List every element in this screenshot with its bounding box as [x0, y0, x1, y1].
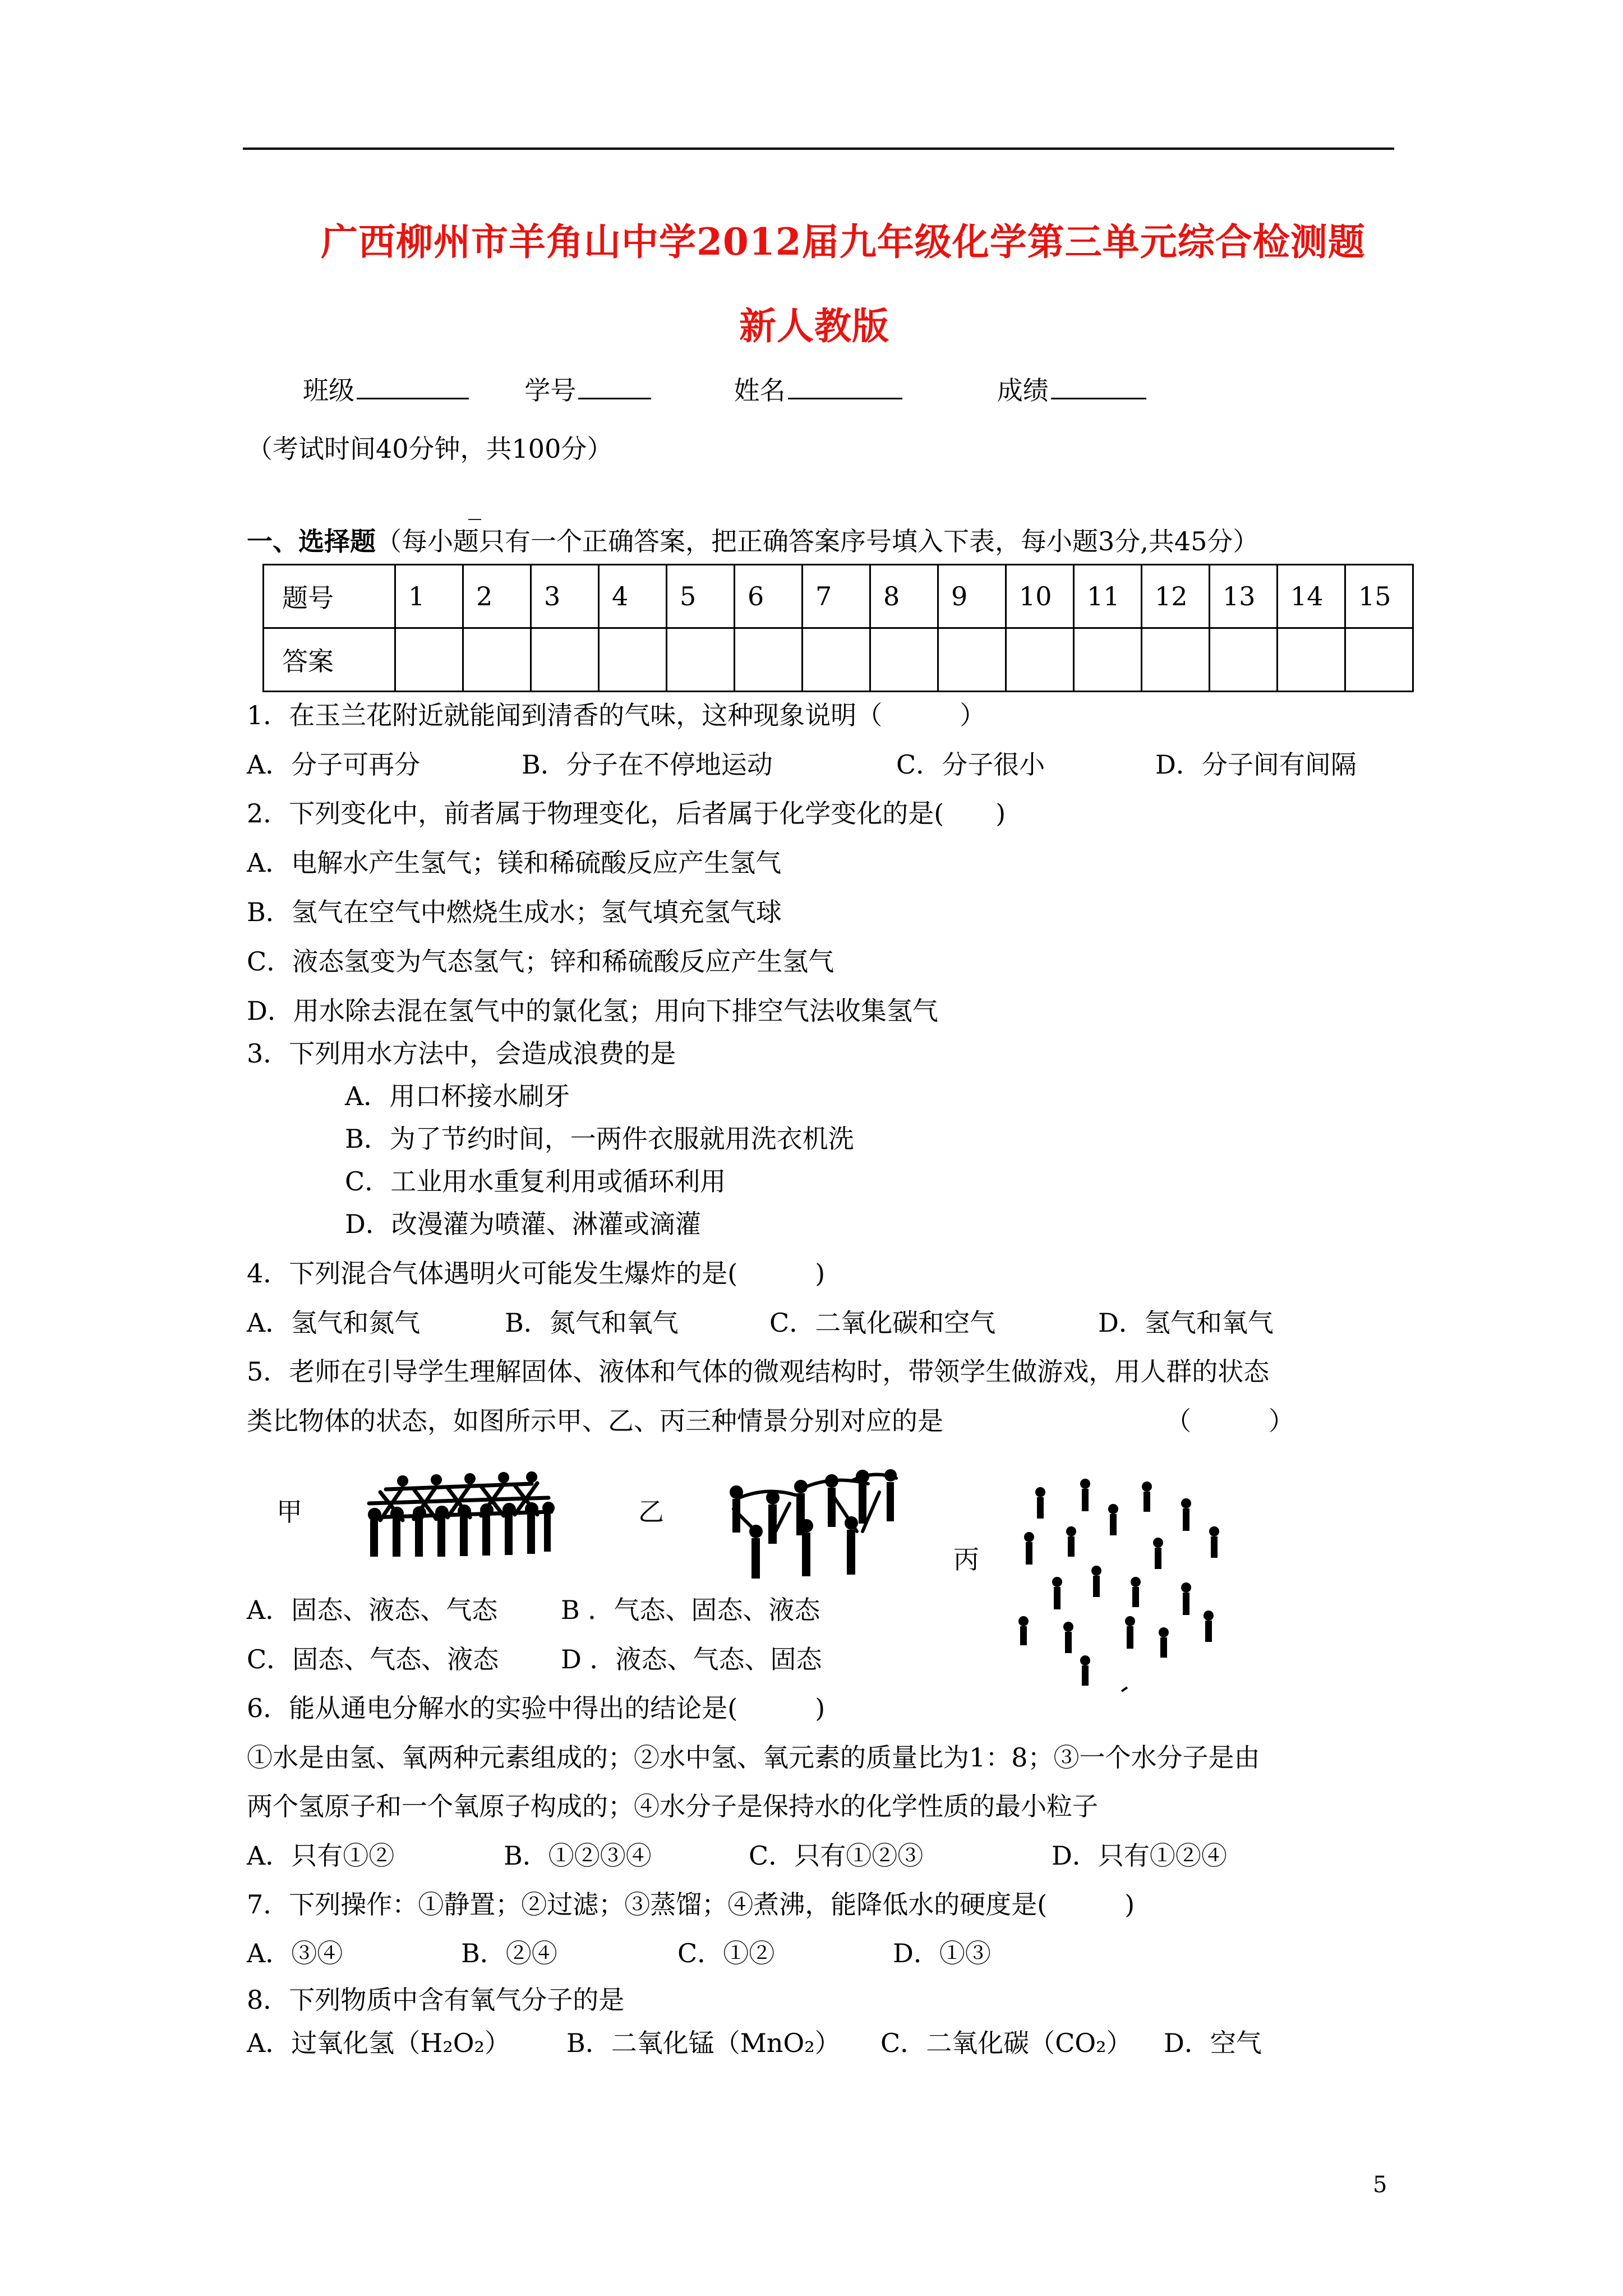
answer-cell[interactable] — [395, 628, 463, 692]
question-number-cell: 14 — [1278, 565, 1345, 628]
id-blank[interactable] — [578, 373, 651, 399]
question-number-cell: 2 — [463, 565, 531, 628]
question-number-cell: 5 — [667, 565, 735, 628]
q5-option-c: C．固态、气态、液态 — [247, 1644, 499, 1674]
q2-option-b: B．氢气在空气中燃烧生成水；氢气填充氢气球 — [247, 897, 782, 927]
answer-cell[interactable] — [1074, 628, 1142, 692]
answer-cell[interactable] — [463, 628, 531, 692]
q8-option-d: D．空气 — [1164, 2028, 1262, 2058]
answer-cell[interactable] — [1210, 628, 1278, 692]
figure-solid-lattice — [363, 1458, 557, 1565]
question-number-cell: 11 — [1074, 565, 1142, 628]
q3-stem: 3．下列用水方法中，会造成浪费的是 — [247, 1038, 676, 1069]
answer-cell[interactable] — [531, 628, 599, 692]
q8-option-b: B．二氧化锰（MnO₂） — [566, 2028, 841, 2058]
q1-stem: 1．在玉兰花附近就能闻到清香的气味，这种现象说明（ ） — [247, 700, 986, 730]
q6-statement-line1: ①水是由氢、氧两种元素组成的；②水中氢、氧元素的质量比为1：8；③一个水分子是由 — [247, 1742, 1260, 1773]
answer-cell[interactable] — [870, 628, 938, 692]
q4-option-b: B．氮气和氧气 — [505, 1308, 679, 1338]
figure-liquid-crowd — [722, 1464, 907, 1588]
question-number-cell: 9 — [938, 565, 1006, 628]
document-title: 广西柳州市羊角山中学2012届九年级化学第三单元综合检测题 — [321, 220, 1366, 264]
q3-option-a: A．用口杯接水刷牙 — [345, 1081, 570, 1111]
q1-option-c: C．分子很小 — [896, 749, 1045, 780]
q8-option-c: C．二氧化碳（CO₂） — [880, 2028, 1132, 2058]
exam-note: （考试时间40分钟，共100分） — [247, 434, 613, 464]
question-number-cell: 13 — [1210, 565, 1278, 628]
q2-option-c: C．液态氢变为气态氢气；锌和稀硫酸反应产生氢气 — [247, 946, 834, 977]
q3-option-c: C．工业用水重复利用或循环利用 — [345, 1166, 726, 1197]
section-title: 一、选择题 — [247, 526, 376, 556]
figure-label-jia: 甲 — [276, 1497, 302, 1527]
q2-option-d: D．用水除去混在氢气中的氯化氢；用向下排空气法收集氢气 — [247, 996, 938, 1026]
q6-statement-line2: 两个氢原子和一个氧原子构成的；④水分子是保持水的化学性质的最小粒子 — [247, 1791, 1098, 1821]
stray-dash: _ — [468, 490, 481, 520]
header-rule — [243, 148, 1394, 150]
section-heading — [247, 524, 1258, 558]
question-number-cell: 4 — [599, 565, 667, 628]
q1-option-a: A．分子可再分 — [247, 749, 421, 780]
q1-option-d: D．分子间有间隔 — [1155, 749, 1357, 780]
q8-option-a: A．过氧化氢（H₂O₂） — [247, 2028, 510, 2058]
answer-cell[interactable] — [803, 628, 870, 692]
name-blank[interactable] — [788, 373, 902, 399]
question-number-cell: 15 — [1345, 565, 1413, 628]
figure-label-yi: 乙 — [638, 1497, 664, 1527]
q8-stem: 8．下列物质中含有氧气分子的是 — [247, 1985, 625, 2015]
student-info-line — [303, 373, 1146, 407]
question-number-cell: 8 — [870, 565, 938, 628]
question-number-row — [264, 565, 1413, 628]
question-number-cell: 6 — [735, 565, 803, 628]
q7-stem: 7．下列操作：①静置；②过滤；③蒸馏；④煮沸，能降低水的硬度是( ) — [247, 1889, 1135, 1920]
question-number-cell: 1 — [395, 565, 463, 628]
answer-cell[interactable] — [1345, 628, 1413, 692]
id-label: 学号 — [524, 375, 577, 406]
q4-option-c: C．二氧化碳和空气 — [769, 1308, 996, 1338]
question-number-cell: 10 — [1006, 565, 1074, 628]
q2-stem: 2．下列变化中，前者属于物理变化，后者属于化学变化的是( ) — [247, 798, 1006, 829]
class-label: 班级 — [303, 375, 354, 406]
score-blank[interactable] — [1051, 373, 1146, 399]
answer-cell[interactable] — [1006, 628, 1074, 692]
q5-stem-line1: 5．老师在引导学生理解固体、液体和气体的微观结构时，带领学生做游戏，用人群的状态 — [247, 1356, 1270, 1387]
answer-table — [262, 564, 1414, 692]
q6-option-d: D．只有①②④ — [1052, 1841, 1227, 1871]
q7-option-b: B．②④ — [461, 1938, 557, 1968]
q7-option-a: A．③④ — [247, 1938, 343, 1968]
question-number-cell: 7 — [803, 565, 870, 628]
q7-option-d: D．①③ — [893, 1938, 991, 1968]
answer-cell[interactable] — [667, 628, 735, 692]
question-number-cell: 12 — [1142, 565, 1210, 628]
section-instruction: （每小题只有一个正确答案，把正确答案序号填入下表，每小题3分,共45分） — [376, 526, 1259, 556]
answer-cell[interactable] — [1142, 628, 1210, 692]
score-label: 成绩 — [997, 375, 1049, 406]
q5-option-d: D ．液态、气态、固态 — [561, 1644, 822, 1674]
q5-answer-paren: （ ） — [1165, 1406, 1294, 1436]
q4-option-d: D．氢气和氧气 — [1098, 1308, 1274, 1338]
q5-option-a: A．固态、液态、气态 — [247, 1595, 498, 1625]
question-number-cell: 3 — [531, 565, 599, 628]
row-header-number: 题号 — [264, 565, 395, 628]
q1-option-b: B．分子在不停地运动 — [522, 749, 773, 780]
figure-label-bing: 丙 — [953, 1544, 979, 1575]
q5-option-b: B ．气态、固态、液态 — [561, 1595, 820, 1625]
q6-option-c: C．只有①②③ — [749, 1841, 924, 1871]
q3-option-b: B．为了节约时间，一两件衣服就用洗衣机洗 — [345, 1124, 854, 1154]
q4-option-a: A．氢气和氮气 — [247, 1308, 421, 1338]
answer-cell[interactable] — [938, 628, 1006, 692]
q2-option-a: A．电解水产生氢气；镁和稀硫酸反应产生氢气 — [247, 848, 782, 878]
answer-cell[interactable] — [735, 628, 803, 692]
document-subtitle: 新人教版 — [739, 304, 889, 348]
q3-option-d: D．改漫灌为喷灌、淋灌或滴灌 — [345, 1209, 701, 1239]
q5-stem-line2: 类比物体的状态，如图所示甲、乙、丙三种情景分别对应的是 — [247, 1406, 943, 1436]
page-number: 5 — [1373, 2172, 1387, 2198]
q6-stem: 6．能从通电分解水的实验中得出的结论是( ) — [247, 1693, 826, 1723]
q6-option-b: B．①②③④ — [504, 1841, 652, 1871]
class-blank[interactable] — [357, 373, 469, 399]
answer-cell[interactable] — [1278, 628, 1345, 692]
figure-gas-scattered — [1007, 1470, 1253, 1705]
q6-option-a: A．只有①② — [247, 1841, 395, 1871]
row-header-answer: 答案 — [264, 628, 395, 692]
answer-row — [264, 628, 1413, 692]
name-label: 姓名 — [734, 375, 786, 406]
q7-option-c: C．①② — [677, 1938, 775, 1968]
answer-cell[interactable] — [599, 628, 667, 692]
q4-stem: 4．下列混合气体遇明火可能发生爆炸的是( ) — [247, 1258, 826, 1289]
